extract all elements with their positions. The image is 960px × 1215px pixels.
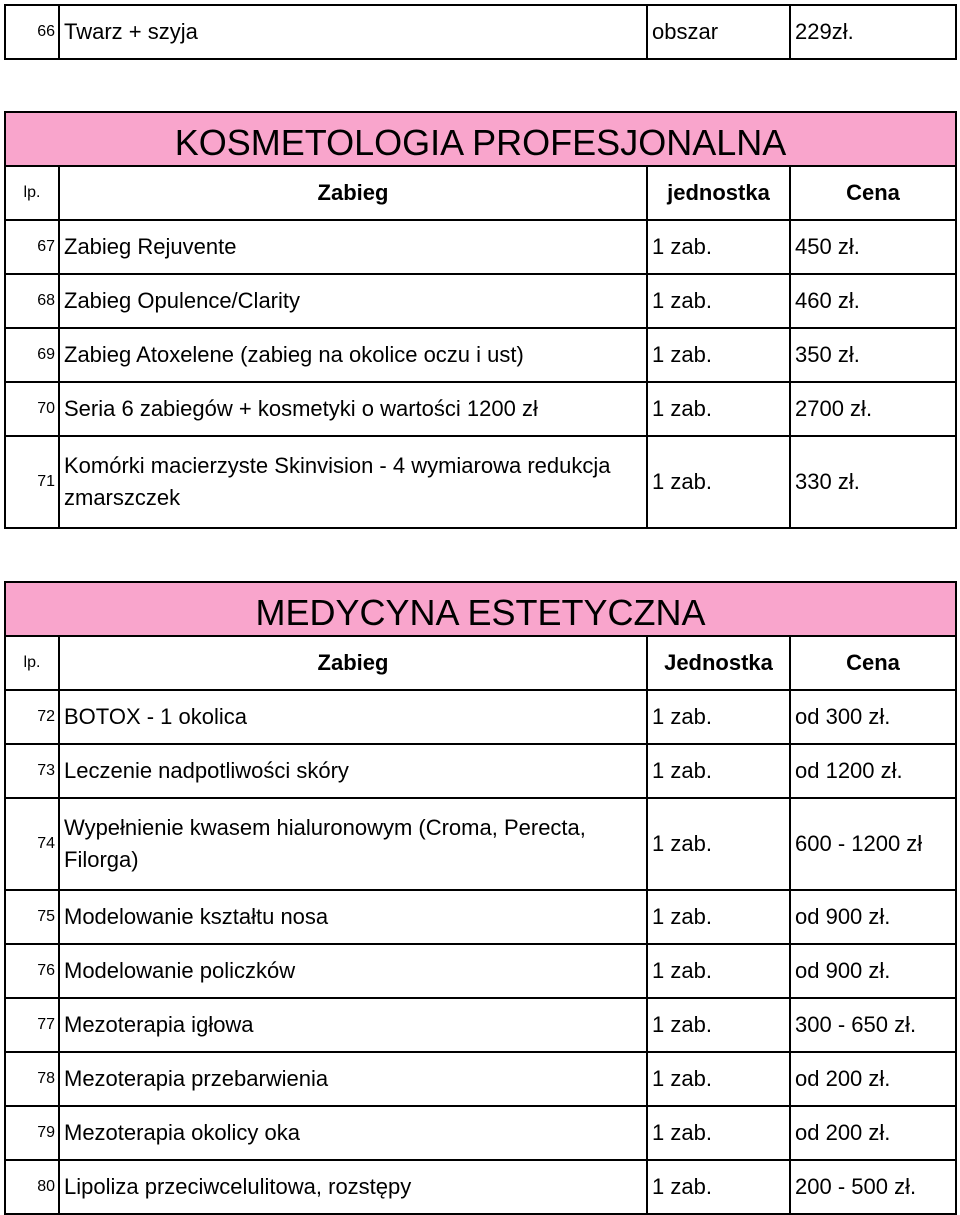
row-number: 80 xyxy=(5,1160,59,1214)
treatment-price: od 200 zł. xyxy=(790,1052,956,1106)
treatment-unit: 1 zab. xyxy=(647,436,790,528)
table-row xyxy=(5,436,956,528)
table-header-row xyxy=(5,166,956,220)
treatment-unit: 1 zab. xyxy=(647,382,790,436)
row-number: 75 xyxy=(5,890,59,944)
row-number: 79 xyxy=(5,1106,59,1160)
treatment-unit: 1 zab. xyxy=(647,220,790,274)
row-number: 68 xyxy=(5,274,59,328)
header-unit: jednostka xyxy=(647,166,790,220)
row-number: 76 xyxy=(5,944,59,998)
section-medycyna-table xyxy=(4,581,957,1215)
section-kosmetologia-table xyxy=(4,111,957,529)
treatment-price: 350 zł. xyxy=(790,328,956,382)
treatment-price: od 300 zł. xyxy=(790,690,956,744)
treatment-price: 300 - 650 zł. xyxy=(790,998,956,1052)
header-treatment: Zabieg xyxy=(59,636,647,690)
treatment-unit: 1 zab. xyxy=(647,328,790,382)
table-row xyxy=(5,690,956,744)
table-row xyxy=(5,274,956,328)
table-row xyxy=(5,944,956,998)
row-number: 67 xyxy=(5,220,59,274)
table-row xyxy=(5,382,956,436)
treatment-price: od 900 zł. xyxy=(790,944,956,998)
treatment-name: Mezoterapia przebarwienia xyxy=(59,1052,647,1106)
row-number: 78 xyxy=(5,1052,59,1106)
row-number: 72 xyxy=(5,690,59,744)
treatment-price: od 900 zł. xyxy=(790,890,956,944)
table-row xyxy=(5,744,956,798)
header-price: Cena xyxy=(790,166,956,220)
treatment-name: BOTOX - 1 okolica xyxy=(59,690,647,744)
header-unit: Jednostka xyxy=(647,636,790,690)
treatment-unit: 1 zab. xyxy=(647,798,790,890)
header-lp: lp. xyxy=(5,636,59,690)
treatment-name: Zabieg Atoxelene (zabieg na okolice oczu i ust) xyxy=(59,328,647,382)
table-header-row xyxy=(5,636,956,690)
treatment-price: 2700 zł. xyxy=(790,382,956,436)
treatment-unit: 1 zab. xyxy=(647,890,790,944)
treatment-unit: 1 zab. xyxy=(647,690,790,744)
row-number: 69 xyxy=(5,328,59,382)
treatment-name: Zabieg Rejuvente xyxy=(59,220,647,274)
price-table-continued xyxy=(4,4,957,60)
treatment-name: Modelowanie kształtu nosa xyxy=(59,890,647,944)
section-title-row xyxy=(5,112,956,166)
treatment-price: od 200 zł. xyxy=(790,1106,956,1160)
table-row xyxy=(5,220,956,274)
treatment-name: Mezoterapia igłowa xyxy=(59,998,647,1052)
table-row xyxy=(5,1052,956,1106)
row-number: 71 xyxy=(5,436,59,528)
treatment-unit: 1 zab. xyxy=(647,1160,790,1214)
treatment-price: 450 zł. xyxy=(790,220,956,274)
table-row xyxy=(5,890,956,944)
treatment-unit: obszar xyxy=(647,5,790,59)
treatment-unit: 1 zab. xyxy=(647,944,790,998)
treatment-price: 600 - 1200 zł xyxy=(790,798,956,890)
table-row xyxy=(5,5,956,59)
treatment-name: Komórki macierzyste Skinvision - 4 wymiarowa redukcja zmarszczek xyxy=(59,436,647,528)
row-number: 73 xyxy=(5,744,59,798)
table-row xyxy=(5,1160,956,1214)
treatment-name: Mezoterapia okolicy oka xyxy=(59,1106,647,1160)
header-treatment: Zabieg xyxy=(59,166,647,220)
table-row xyxy=(5,1106,956,1160)
treatment-name: Modelowanie policzków xyxy=(59,944,647,998)
table-row xyxy=(5,328,956,382)
row-number: 70 xyxy=(5,382,59,436)
table-row xyxy=(5,798,956,890)
treatment-name: Lipoliza przeciwcelulitowa, rozstępy xyxy=(59,1160,647,1214)
treatment-price: od 1200 zł. xyxy=(790,744,956,798)
treatment-price: 200 - 500 zł. xyxy=(790,1160,956,1214)
treatment-name: Wypełnienie kwasem hialuronowym (Croma, Perecta, Filorga) xyxy=(59,798,647,890)
treatment-unit: 1 zab. xyxy=(647,998,790,1052)
row-number: 77 xyxy=(5,998,59,1052)
section-title: KOSMETOLOGIA PROFESJONALNA xyxy=(5,112,956,166)
treatment-unit: 1 zab. xyxy=(647,1052,790,1106)
treatment-name: Zabieg Opulence/Clarity xyxy=(59,274,647,328)
row-number: 74 xyxy=(5,798,59,890)
treatment-unit: 1 zab. xyxy=(647,274,790,328)
section-title-row xyxy=(5,582,956,636)
table-row xyxy=(5,998,956,1052)
treatment-unit: 1 zab. xyxy=(647,744,790,798)
treatment-name: Twarz + szyja xyxy=(59,5,647,59)
treatment-price: 330 zł. xyxy=(790,436,956,528)
treatment-price: 229zł. xyxy=(790,5,956,59)
row-number: 66 xyxy=(5,5,59,59)
treatment-price: 460 zł. xyxy=(790,274,956,328)
header-price: Cena xyxy=(790,636,956,690)
section-title: MEDYCYNA ESTETYCZNA xyxy=(5,582,956,636)
header-lp: lp. xyxy=(5,166,59,220)
treatment-unit: 1 zab. xyxy=(647,1106,790,1160)
treatment-name: Seria 6 zabiegów + kosmetyki o wartości 1200 zł xyxy=(59,382,647,436)
treatment-name: Leczenie nadpotliwości skóry xyxy=(59,744,647,798)
